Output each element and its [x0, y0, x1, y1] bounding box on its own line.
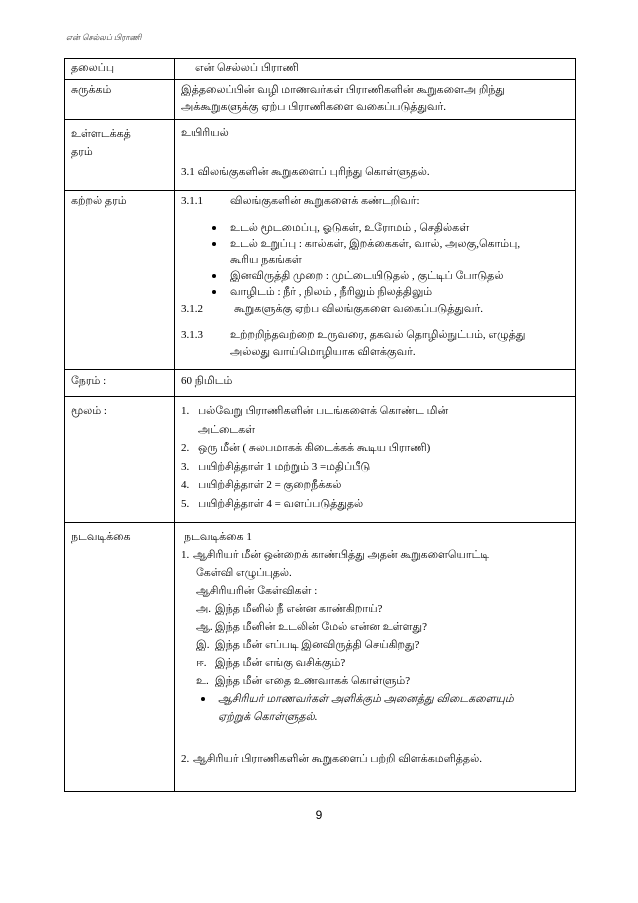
material-text: ஒரு மீன் ( சுலபமாகக் கிடைக்கக் கூடிய பிராணி) [198, 442, 431, 454]
teacher-note [181, 690, 569, 726]
question-text: இந்த மீன் எப்படி இனவிருத்தி செய்கிறது? [215, 639, 420, 651]
bullet-text: உடல் உறுப்பு : கால்கள், இறக்கைகள், வால், அலகு,கொம்பு, [230, 238, 521, 250]
material-number: 5. [181, 497, 190, 510]
material-text-continued: அட்டைகள் [198, 423, 256, 436]
bullet-text: வாழிடம் : நீர் , நிலம் , நீரிலும் நிலத்திலும் [230, 286, 433, 298]
material-text: பயிற்சித்தாள் 1 மற்றும் 3 =மதிப்பீடு [198, 460, 371, 473]
question-item [181, 600, 569, 618]
content-standard-label-cell [65, 120, 175, 191]
step-text: ஆசிரியர் மீன் ஒன்றைக் காண்பித்து அதன் கூறுகளையொட்டி [193, 549, 490, 561]
learning-standard-row [65, 191, 576, 370]
content-standard-text: 3.1 விலங்குகளின் கூறுகளைப் புரிந்து கொள்ளுதல். [181, 166, 430, 178]
step-number: 1. [181, 549, 190, 561]
material-text: பல்வேறு பிராணிகளின் படங்களைக் கொண்ட மின் [198, 405, 449, 417]
materials-value-cell [175, 397, 576, 523]
subject-name: உயிரியல் [181, 127, 229, 139]
question-item [181, 618, 569, 636]
feature-bullet-item [181, 236, 569, 268]
material-text: பயிற்சித்தாள் 2 = குறைநீக்கல் [198, 479, 342, 491]
learning-standard-item [181, 301, 569, 318]
bullet-icon [212, 274, 216, 278]
material-item [181, 439, 569, 458]
title-value-cell [175, 59, 576, 80]
activity-heading: நடவடிக்கை 1 [184, 531, 252, 543]
note-text: ஆசிரியர் மாணவர்கள் அளிக்கும் அனைத்து விடைகளையும் [218, 693, 514, 705]
standard-text: விலங்குகளின் கூறுகளைக் கண்டறிவர்: [230, 195, 420, 207]
bullet-text: கூரிய நகங்கள் [230, 254, 302, 266]
title-row [65, 59, 576, 80]
bullet-text: இனவிருத்தி முறை : முட்டையிடுதல் , குட்டிப் போடுதல் [230, 270, 504, 282]
question-text: இந்த மீனின் உடலின் மேல் என்ன உள்ளது? [215, 621, 427, 633]
feature-bullet-item [181, 220, 569, 236]
standard-text-continued: அல்லது வாய்மொழியாக விளக்குவர். [230, 346, 416, 358]
bullet-icon [212, 290, 216, 294]
activity-value-cell [175, 523, 576, 792]
step-text-continued: கேள்வி எழுப்புதல். [196, 567, 292, 579]
bullet-icon [201, 697, 205, 701]
bullet-text: உடல் மூடமைப்பு, ஓடுகள், உரோமம் , செதில்கள் [230, 222, 470, 234]
material-number: 3. [181, 460, 190, 473]
summary-label: சுருக்கம் [65, 80, 175, 120]
question-marker: ஆ. [196, 621, 213, 633]
summary-line: அக்கூறுகளுக்கு ஏற்ப பிராணிகளை வகைப்படுத்துவர். [181, 101, 447, 113]
question-item [181, 636, 569, 654]
page-number: 9 [315, 808, 323, 822]
lesson-plan-table [64, 58, 576, 792]
summary-row [65, 80, 576, 120]
question-marker: உ. [196, 675, 209, 687]
standard-number: 3.1.2 [181, 303, 203, 315]
bullet-icon [212, 242, 216, 246]
feature-bullet-item [181, 268, 569, 284]
time-row [65, 370, 576, 397]
materials-label: மூலம் : [65, 397, 175, 523]
summary-value-cell [175, 80, 576, 120]
material-item [181, 476, 569, 495]
learning-standard-label: கற்றல் தரம் [65, 191, 175, 370]
material-text: பயிற்சித்தாள் 4 = வளப்படுத்துதல் [198, 497, 364, 510]
feature-bullet-list [181, 220, 569, 300]
material-number: 4. [181, 479, 190, 491]
step-number: 2. [181, 753, 190, 765]
material-item [181, 402, 569, 439]
question-text: இந்த மீனில் நீ என்ன காண்கிறாய்? [215, 603, 383, 615]
material-item [181, 458, 569, 477]
content-standard-row [65, 120, 576, 191]
step-text: ஆசிரியர் பிராணிகளின் கூறுகளைப் பற்றி விளக்கமளித்தல். [193, 753, 482, 765]
content-standard-value-cell [175, 120, 576, 191]
questions-heading: ஆசிரியரின் கேள்விகள் : [196, 585, 318, 597]
question-list [181, 600, 569, 690]
content-standard-label-line: தரம் [71, 146, 93, 158]
question-marker: இ. [196, 639, 210, 651]
materials-row [65, 397, 576, 523]
activity-label: நடவடிக்கை [65, 523, 175, 792]
question-marker: அ. [196, 603, 211, 615]
bullet-icon [212, 226, 216, 230]
material-number: 1. [181, 405, 190, 417]
standard-number: 3.1.1 [181, 195, 203, 207]
learning-standard-value-cell [175, 191, 576, 370]
content-standard-label-line: உள்ளடக்கத் [71, 128, 131, 140]
running-header: என் செல்லப் பிராணி [66, 33, 142, 42]
activity-step [181, 546, 569, 582]
standard-number: 3.1.3 [181, 329, 203, 341]
question-text: இந்த மீன் எங்கு வசிக்கும்? [215, 657, 346, 669]
feature-bullet-item [181, 284, 569, 300]
note-text: ஏற்றுக் கொள்ளுதல். [218, 711, 318, 723]
material-number: 2. [181, 442, 190, 454]
question-item [181, 654, 569, 672]
question-item [181, 672, 569, 690]
title-label: தலைப்பு [65, 59, 175, 80]
standard-text: உற்றறிந்தவற்றை உருவரை, தகவல் தொழில்நுட்பம், எழுத்து [230, 329, 526, 341]
activity-row [65, 523, 576, 792]
activity-step [181, 750, 569, 768]
learning-standard-item [181, 327, 569, 361]
material-item [181, 495, 569, 514]
time-value: 60 நிமிடம் [175, 370, 576, 397]
question-marker: ஈ. [196, 657, 207, 669]
standard-text: கூறுகளுக்கு ஏற்ப விலங்குகளை வகைப்படுத்துவர். [234, 303, 483, 315]
question-text: இந்த மீன் எதை உணவாகக் கொள்ளும்? [215, 675, 411, 687]
title-value: என் செல்லப் பிராணி [195, 62, 299, 74]
learning-standard-item [181, 193, 569, 210]
time-label: நேரம் : [65, 370, 175, 397]
summary-line: இத்தலைப்பின் வழி மாணவர்கள் பிராணிகளின் கூறுகளைஅ றிந்து [181, 84, 505, 96]
